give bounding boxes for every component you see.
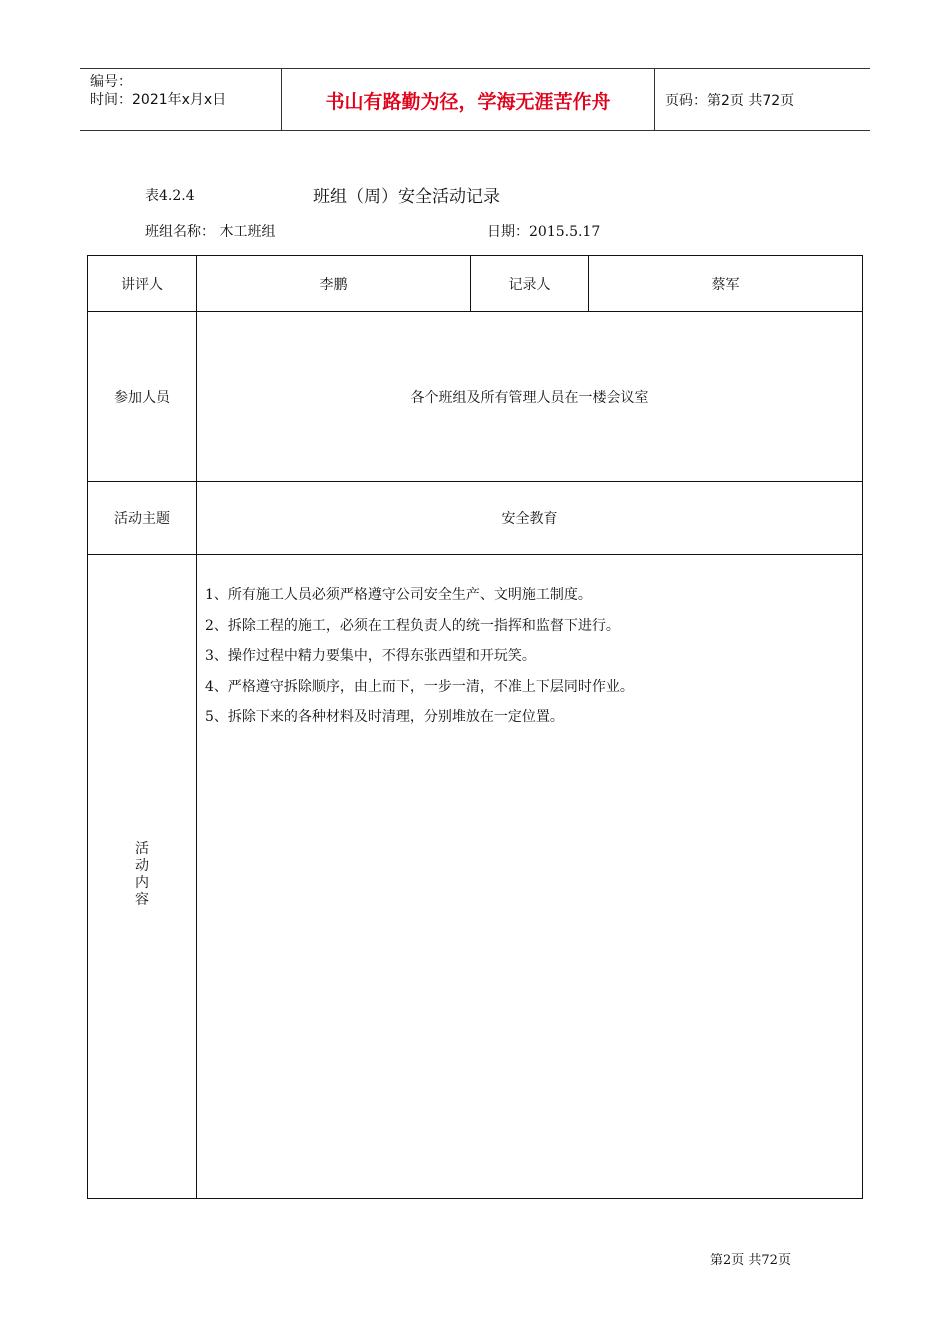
content-item: 3、操作过程中精力要集中，不得东张西望和开玩笑。	[205, 648, 536, 664]
content-label-char: 动	[135, 858, 149, 874]
lecturer-value: 李鹏	[319, 276, 348, 293]
page-info: 页码：第2页 共72页	[665, 93, 795, 109]
content-label-char: 活	[135, 841, 149, 857]
content-item: 4、严格遵守拆除顺序，由上而下，一步一清，不准上下层同时作业。	[205, 678, 634, 695]
row-divider	[88, 554, 862, 555]
page-header	[80, 68, 870, 131]
content-label	[88, 841, 196, 909]
header-motto-cell	[282, 69, 655, 130]
content-label-char: 容	[135, 892, 149, 908]
content-label-char: 内	[135, 875, 149, 891]
activity-record-table	[87, 255, 863, 1199]
participants-value: 各个班组及所有管理人员在一楼会议室	[410, 389, 649, 406]
recorder-value: 蔡军	[711, 276, 740, 293]
time-label: 时间：2021年x月x日	[90, 92, 227, 108]
content-list	[205, 580, 634, 733]
recorder-label: 记录人	[508, 276, 551, 293]
header-page-cell	[655, 69, 870, 130]
theme-label: 活动主题	[114, 511, 170, 527]
participants-label: 参加人员	[114, 389, 170, 406]
document-title: 班组（周）安全活动记录	[313, 187, 500, 207]
date-line: 日期：2015.5.17	[487, 224, 601, 240]
content-item: 1、所有施工人员必须严格遵守公司安全生产、文明施工制度。	[205, 587, 592, 603]
team-name-line: 班组名称： 木工班组	[145, 224, 276, 240]
header-meta-cell	[80, 69, 282, 130]
serial-label: 编号：	[90, 74, 132, 90]
table-number: 表4.2.4	[145, 188, 195, 204]
lecturer-label: 讲评人	[121, 276, 163, 293]
theme-value: 安全教育	[501, 511, 558, 527]
content-item: 5、拆除下来的各种材料及时清理，分别堆放在一定位置。	[205, 709, 564, 725]
page-footer: 第2页 共72页	[710, 1253, 791, 1268]
motto-text: 书山有路勤为径，学海无涯苦作舟	[325, 91, 611, 113]
content-item: 2、拆除工程的施工，必须在工程负责人的统一指挥和监督下进行。	[205, 617, 620, 634]
